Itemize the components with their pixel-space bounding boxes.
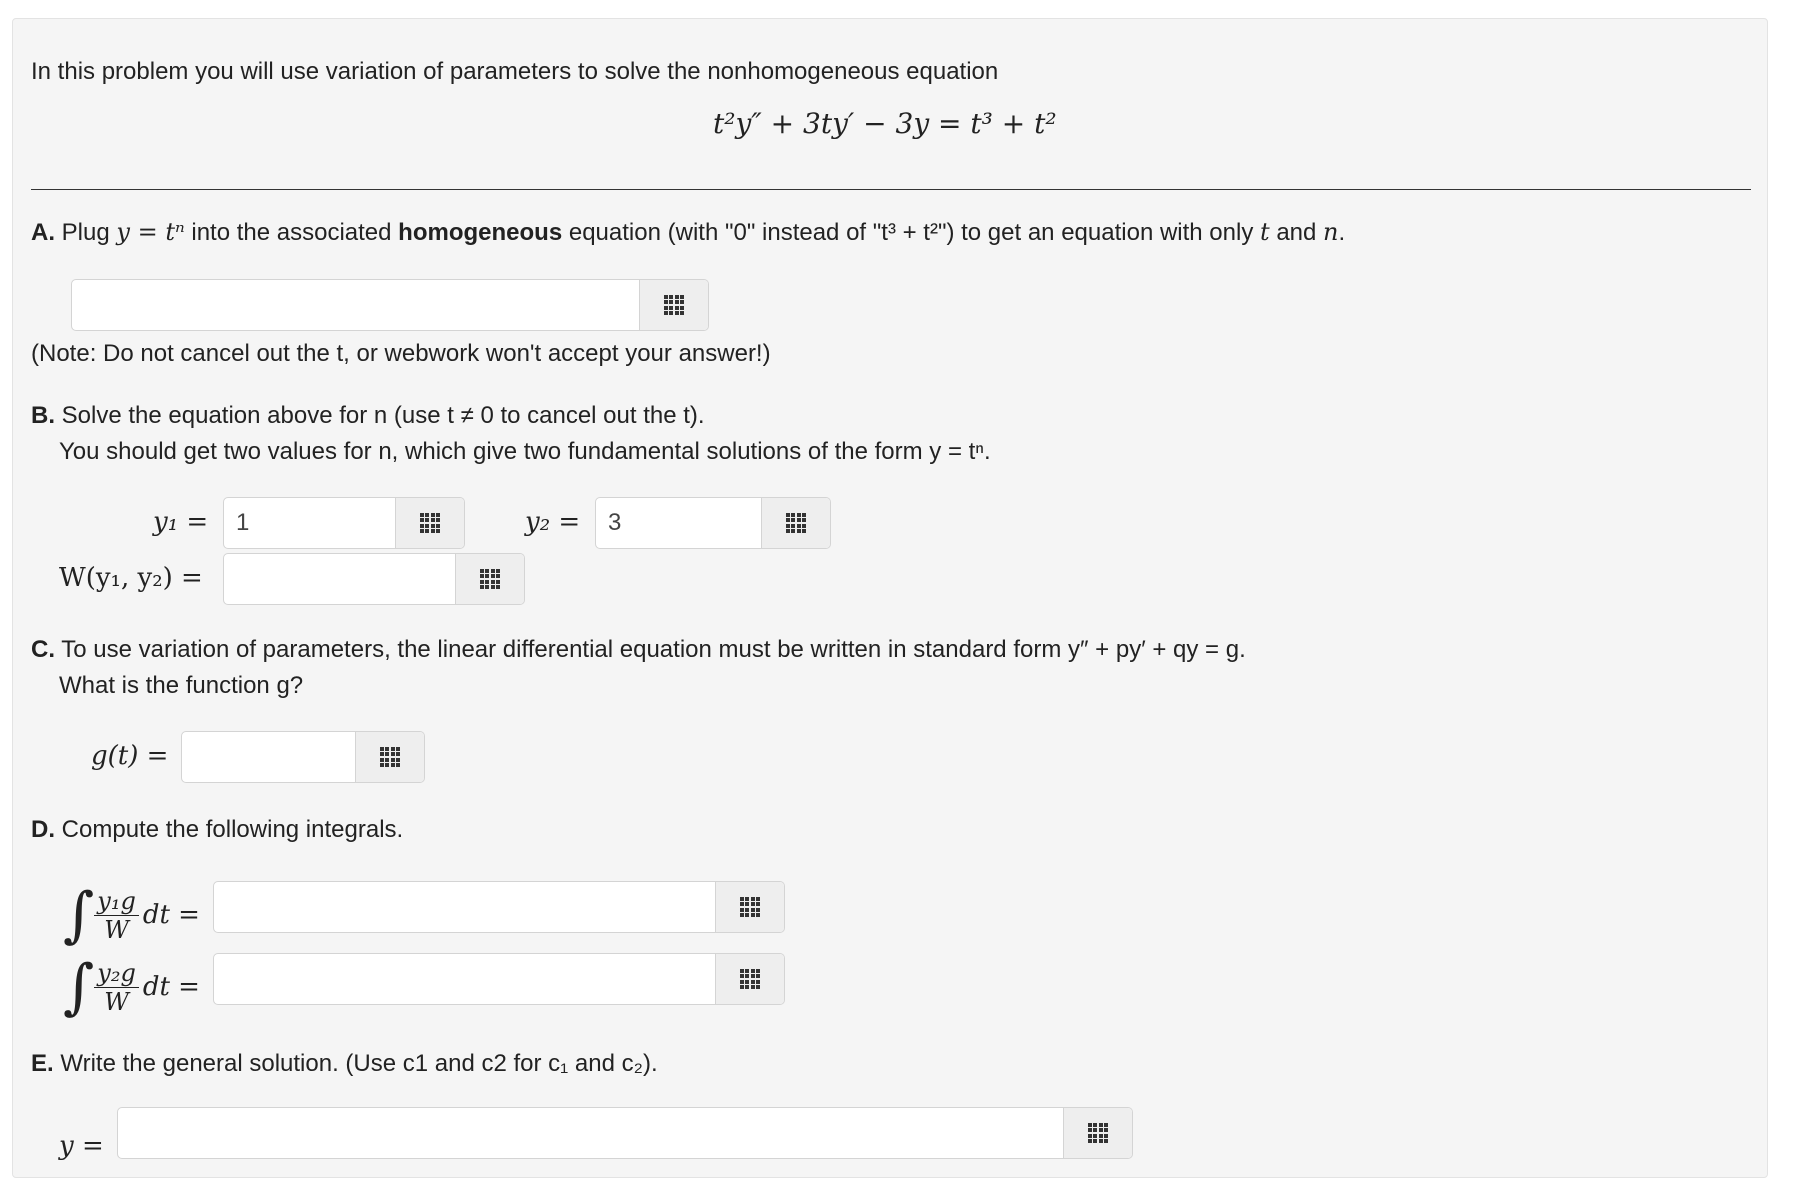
equation-editor-button[interactable] [761, 498, 830, 548]
part-a-instructions [31, 217, 1345, 248]
equation-editor-button[interactable] [355, 732, 424, 782]
part-b-letter: B. [31, 402, 55, 429]
integral-2-dt: dt = [142, 972, 200, 1002]
problem-panel [12, 18, 1768, 1178]
integral-sign: ∫ [63, 880, 95, 950]
part-a-text-2: into the associated [191, 219, 392, 246]
part-a-eq: y = tⁿ [116, 218, 185, 246]
integral-2-numerator: y₂g [94, 959, 139, 988]
part-e-text: Write the general solution. (Use c1 and c2 for c₁ and c₂). [60, 1050, 658, 1077]
integral-1-input[interactable] [214, 882, 715, 932]
y-label: y = [59, 1131, 104, 1161]
part-d-line [31, 815, 403, 845]
y1-label: y₁ = [153, 507, 209, 537]
g-label: g(t) = [91, 741, 169, 771]
integral-1-dt: dt = [142, 900, 200, 930]
integral-1 [63, 880, 200, 950]
integral-1-numerator: y₁g [94, 887, 139, 916]
wronskian-field [223, 553, 525, 605]
equation-editor-button[interactable] [715, 882, 784, 932]
g-input[interactable] [182, 732, 355, 782]
part-d-text: Compute the following integrals. [61, 816, 404, 843]
grid-icon [1088, 1123, 1109, 1144]
g-field [181, 731, 425, 783]
part-d-letter: D. [31, 816, 55, 843]
part-a-text-3: equation (with "0" instead of "t³ + t²") to get an equation with only [568, 219, 1254, 246]
grid-icon [740, 897, 761, 918]
integral-1-denominator: W [104, 915, 129, 944]
y2-field [595, 497, 831, 549]
grid-icon [740, 969, 761, 990]
part-a-var-n: n [1323, 218, 1339, 246]
equation-editor-button[interactable] [639, 280, 708, 330]
equation-editor-button[interactable] [455, 554, 524, 604]
grid-icon [420, 513, 441, 534]
part-a-letter: A. [31, 219, 55, 246]
equation-editor-button[interactable] [1063, 1108, 1132, 1158]
part-c-line2: What is the function g? [59, 672, 304, 699]
integral-1-field [213, 881, 785, 933]
part-c-line1 [31, 635, 1246, 665]
integral-2 [63, 952, 200, 1022]
equation-editor-button[interactable] [715, 954, 784, 1004]
grid-icon [380, 747, 401, 768]
part-c-letter: C. [31, 636, 55, 663]
y2-input[interactable] [596, 498, 761, 548]
y1-input[interactable] [224, 498, 395, 548]
y2-label: y₂ = [525, 507, 581, 537]
part-a-and: and [1276, 219, 1317, 246]
part-b-line1 [31, 401, 705, 431]
part-b-line1-text: Solve the equation above for n (use t ≠ 0 to cancel out the t). [61, 402, 705, 429]
part-a-note: (Note: Do not cancel out the t, or webwork won't accept your answer!) [31, 340, 771, 367]
answer-a-input[interactable] [72, 280, 639, 330]
integral-sign: ∫ [63, 952, 95, 1022]
integral-2-input[interactable] [214, 954, 715, 1004]
intro-text: In this problem you will use variation of parameters to solve the nonhomogeneous equation [31, 58, 999, 85]
integral-1-fraction [94, 887, 139, 944]
part-e-letter: E. [31, 1050, 54, 1077]
general-solution-input[interactable] [118, 1108, 1063, 1158]
main-equation: t²y″ + 3ty′ − 3y = t³ + t² [713, 107, 1057, 140]
part-a-text-1: Plug [61, 219, 110, 246]
y1-field [223, 497, 465, 549]
answer-a-field [71, 279, 709, 331]
part-a-bold: homogeneous [398, 219, 563, 246]
integral-2-field [213, 953, 785, 1005]
general-solution-field [117, 1107, 1133, 1159]
part-b-line2: You should get two values for n, which give two fundamental solutions of the form y = tⁿ. [59, 438, 991, 465]
part-a-var-t: t [1260, 218, 1270, 246]
divider [31, 189, 1751, 190]
part-a-end: . [1338, 219, 1346, 246]
part-e-line [31, 1049, 658, 1079]
grid-icon [664, 295, 685, 316]
integral-2-fraction [94, 959, 139, 1016]
integral-2-denominator: W [104, 987, 129, 1016]
grid-icon [480, 569, 501, 590]
part-c-line1-text: To use variation of parameters, the linear differential equation must be written in standard form y″ + py′ + qy = g. [61, 636, 1246, 663]
equation-editor-button[interactable] [395, 498, 464, 548]
wronskian-input[interactable] [224, 554, 455, 604]
grid-icon [786, 513, 807, 534]
wronskian-label: W(y₁, y₂) = [59, 563, 203, 593]
